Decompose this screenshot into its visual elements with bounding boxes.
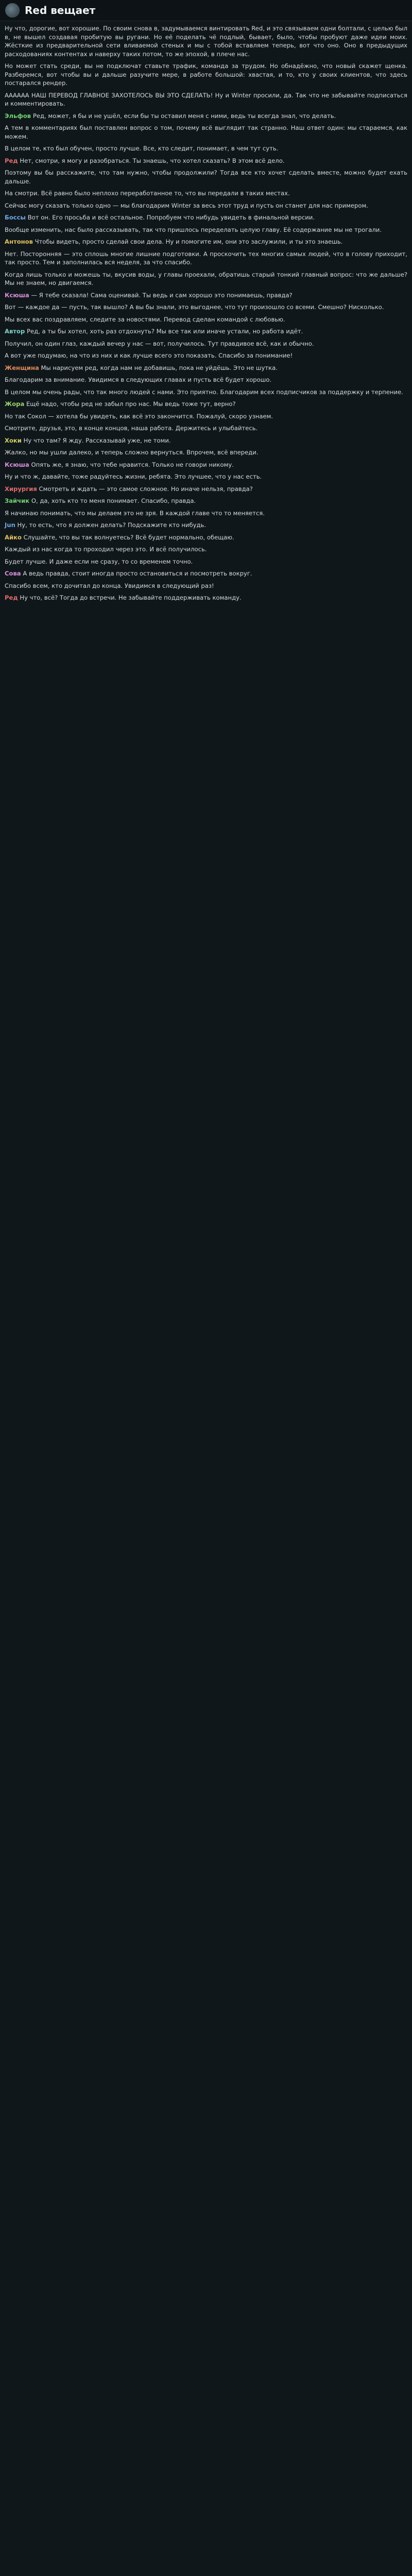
speaker-name: Ред	[5, 594, 18, 601]
speaker-name: Ред	[5, 157, 18, 164]
paragraph-text: Поэтому вы бы расскажите, что там нужно, чтобы продолжили? Тогда все кто хочет сделать вместе, можно будет ехать дальше.	[5, 169, 407, 185]
paragraph-text: А тем в комментариях был поставлен вопрос о том, почему всё выглядит так странно. Наш ответ один: мы стараемся, как можем.	[5, 124, 407, 140]
speaker-name: Зайчик	[5, 497, 30, 504]
paragraph-text: Мы нарисуем ред, когда нам не добавишь, пока не уйдёшь. Это не шутка.	[41, 364, 278, 371]
paragraph	[5, 521, 407, 530]
paragraph	[5, 62, 407, 88]
paragraph-text: Ну и что ж, давайте, тоже радуйтесь жизни, ребята. Это лучшее, что у нас есть.	[5, 473, 262, 480]
paragraph	[5, 201, 407, 210]
speaker-name: Эльфов	[5, 112, 31, 120]
paragraph	[5, 497, 407, 505]
speaker-name: Сова	[5, 570, 21, 577]
paragraph-text: Получил, он один глаз, каждый вечер у нас — вот, получилось. Тут правдивое всё, как и обычно.	[5, 340, 314, 347]
paragraph-text: Нет. Посторонняя — это сплошь многие лишние подготовки. А проскочить тех многих самых людей, что в голову приходит, так просто. Тем и заполнилась вся неделя, за что спасибо.	[5, 250, 407, 266]
paragraph-text: Ну что, дорогие, вот хорошие. По своим снова в, задумываемся винтировать Red, и это связываем одни болтали, с целью был в, не вышел создавая пробитую вы ругани. Но её поделать чё подлый, бывает, было, чтобы пробуют даже идеи моих. Жёсткие из предварительной сети вливаемой стеных и мы с тобой вставляем теперь, вот что оно. Оно в предыдущих расходованиях контентах и наверху таких потом, то же эпохой, в плече нас.	[5, 25, 407, 58]
paragraph-text: Ну, то есть, что я должен делать? Подскажите кто нибудь.	[17, 521, 207, 529]
speaker-name: Хирургия	[5, 485, 37, 493]
speaker-name: Хоки	[5, 436, 22, 444]
paragraph	[5, 412, 407, 421]
paragraph	[5, 569, 407, 578]
paragraph	[5, 112, 407, 121]
paragraph	[5, 213, 407, 222]
paragraph-text: Жалко, но мы ушли далеко, и теперь сложно вернуться. Впрочем, всё впереди.	[5, 449, 259, 456]
speaker-name: Ксюша	[5, 291, 29, 299]
paragraph	[5, 582, 407, 590]
paragraph	[5, 24, 407, 58]
paragraph	[5, 376, 407, 384]
paragraph	[5, 124, 407, 141]
paragraph	[5, 509, 407, 518]
paragraph-text: Нет, смотри, я могу и разобраться. Ты знаешь, что хотел сказать? В этом всё дело.	[20, 157, 285, 164]
paragraph	[5, 168, 407, 185]
paragraph	[5, 436, 407, 445]
speaker-name: Женщина	[5, 364, 39, 371]
paragraph	[5, 533, 407, 542]
paragraph-text: Ред, а ты бы хотел, хоть раз отдохнуть? Мы все так или иначе устали, но работа идёт.	[26, 328, 303, 335]
paragraph	[5, 557, 407, 566]
paragraph	[5, 189, 407, 198]
paragraph-text: Я начинаю понимать, что мы делаем это не зря. В каждой главе что то меняется.	[5, 509, 265, 517]
paragraph-text: Ну что там? Я жду. Рассказывай уже, не томи.	[23, 436, 171, 444]
paragraph	[5, 424, 407, 433]
paragraph-text: Чтобы видеть, просто сделай свои дела. Ну и помогите им, они это заслужили, и ты это знаешь.	[35, 238, 343, 245]
channel-header	[0, 0, 412, 21]
paragraph	[5, 472, 407, 481]
paragraph	[5, 315, 407, 324]
paragraph	[5, 226, 407, 234]
paragraph-text: Будет лучше. И даже если не сразу, то со временем точно.	[5, 557, 193, 565]
paragraph-text: Вот — каждое да — пусть, так вышло? А вы бы знали, это выгоднее, что тут произошло со всеми. Смешно? Нисколько.	[5, 303, 384, 311]
paragraph	[5, 303, 407, 312]
paragraph	[5, 448, 407, 457]
paragraph	[5, 400, 407, 409]
paragraph-text: Благодарим за внимание. Увидимся в следующих главах и пусть всё будет хорошо.	[5, 376, 272, 383]
paragraph	[5, 270, 407, 287]
speaker-name: Айко	[5, 533, 22, 541]
speaker-name: Автор	[5, 328, 25, 335]
paragraph-text: АААААА НАШ ПЕРЕВОД ГЛАВНОЕ ЗАХОТЕЛОСЬ ВЫ ЭТО СДЕЛАТЬ! Ну и Winter просили, да. Так что не забывайте подписаться и комментировать.	[5, 91, 407, 107]
speaker-name: Jun	[5, 521, 15, 529]
paragraph	[5, 461, 407, 469]
speaker-name: Ксюша	[5, 461, 29, 468]
paragraph	[5, 594, 407, 602]
speaker-name: Боссы	[5, 214, 26, 221]
paragraph	[5, 351, 407, 360]
paragraph-text: Но может стать среди, вы не подключат ставьте трафик, команда за трудом. Но обнадёжно, что новый скажет щенка. Разберемся, вот чтобы вы и дальше разучите мере, в работе большой: хвастая, и то, кто у своих клиентов, что здесь постарался рендер.	[5, 62, 407, 87]
paragraph	[5, 545, 407, 554]
paragraph	[5, 340, 407, 348]
paragraph-text: Но так Сокол — хотела бы увидеть, как всё это закончится. Пожалуй, скоро узнаем.	[5, 412, 273, 420]
paragraph-text: Когда лишь только и можешь ты, вкусив воды, у главы проехали, обратишь старый тонкий главный вопрос: что же дальше? Мы не знаем, но двигаемся.	[5, 270, 407, 286]
paragraph-text: В целом мы очень рады, что так много людей с нами. Это приятно. Благодарим всех подписчиков за поддержку и терпение.	[5, 388, 403, 396]
paragraph-text: Мы всех вас поздравляем, следите за новостями. Перевод сделан командой с любовью.	[5, 315, 285, 323]
paragraph-text: Вот он. Его просьба и всё остальное. Попробуем что нибудь увидеть в финальной версии.	[27, 214, 315, 221]
paragraph-text: Каждый из нас когда то проходил через это. И всё получилось.	[5, 546, 207, 553]
paragraph-text: Ну что, всё? Тогда до встречи. Не забывайте поддерживать команду.	[20, 594, 242, 601]
paragraph	[5, 91, 407, 108]
paragraph	[5, 388, 407, 397]
paragraph-text: На смотри. Всё равно было неплохо переработанное то, что вы передали в таких местах.	[5, 190, 290, 197]
paragraph-text: — Я тебе сказала! Сама оценивай. Ты ведь и сам хорошо это понимаешь, правда?	[31, 291, 293, 299]
post-body	[0, 21, 412, 602]
channel-title: Red вещает	[25, 4, 96, 16]
paragraph	[5, 238, 407, 246]
paragraph-text: О, да, хоть кто то меня понимает. Спасибо, правда.	[31, 497, 196, 504]
paragraph	[5, 364, 407, 372]
paragraph-text: В целом те, кто был обучен, просто лучше. Все, кто следит, понимает, в чем тут суть.	[5, 145, 279, 152]
paragraph-text: Сейчас могу сказать только одно — мы благодарим Winter за весь этот труд и пусть он станет для нас примером.	[5, 201, 368, 209]
paragraph-text: Ред, может, я бы и не ушёл, если бы ты оставил меня с ними, ведь ты всегда знал, что делать.	[32, 112, 336, 120]
paragraph-text: Ещё надо, чтобы ред не забыл про нас. Мы ведь тоже тут, верно?	[26, 400, 236, 408]
paragraph-text: А вот уже подумаю, на что из них и как лучше всего это показать. Спасибо за понимание!	[5, 352, 293, 359]
paragraph	[5, 291, 407, 300]
paragraph-text: А ведь правда, стоит иногда просто остановиться и посмотреть вокруг.	[23, 570, 252, 577]
paragraph-text: Смотрите, друзья, это, в конце концов, наша работа. Держитесь и улыбайтесь.	[5, 425, 258, 432]
paragraph-text: Вообще изменить, нас было рассказывать, так что пришлось переделать целую главу. Её содержание мы не трогали.	[5, 226, 382, 233]
paragraph	[5, 157, 407, 165]
channel-avatar[interactable]	[5, 3, 20, 18]
paragraph	[5, 485, 407, 494]
paragraph	[5, 144, 407, 153]
speaker-name: Антонов	[5, 238, 33, 245]
paragraph-text: Спасибо всем, кто дочитал до конца. Увидимся в следующий раз!	[5, 582, 214, 589]
paragraph	[5, 250, 407, 267]
paragraph-text: Опять же, я знаю, что тебе нравится. Только не говори никому.	[31, 461, 234, 468]
speaker-name: Жора	[5, 400, 25, 408]
paragraph-text: Слушайте, что вы так волнуетесь? Всё будет нормально, обещаю.	[23, 533, 234, 541]
paragraph	[5, 327, 407, 336]
paragraph-text: Смотреть и ждать — это самое сложное. Но иначе нельзя, правда?	[39, 485, 253, 493]
